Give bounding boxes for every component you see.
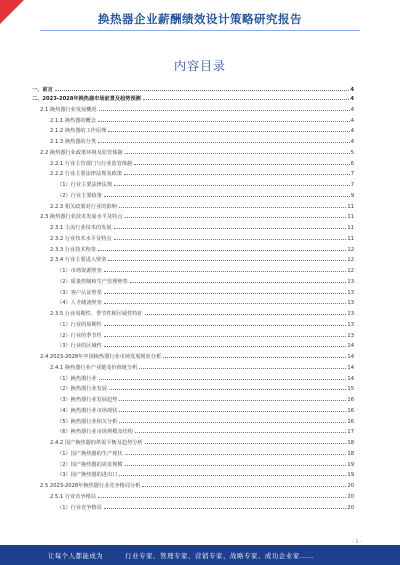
toc-entry-label: （1）行业的周期性 <box>32 321 103 328</box>
toc-entry[interactable] <box>32 339 354 350</box>
toc-entry-label: 2.2 换热器行业政策环境及监管体制 <box>32 149 124 156</box>
toc-entry-label: （1）行业竞争格局 <box>32 504 103 511</box>
toc-entry-page: 14 <box>347 354 354 360</box>
toc-entry-page: 19 <box>347 461 354 468</box>
toc-leader-dots <box>163 357 346 358</box>
toc-entry-label: 2.1.2 换热器的工作原理 <box>32 127 107 134</box>
toc-entry-label: （2）国产换热器的需求规模 <box>32 461 124 468</box>
toc-leader-dots <box>125 454 347 455</box>
toc-entry-page: 13 <box>347 332 354 339</box>
toc-entry-page: 14 <box>347 364 354 371</box>
toc-entry-label: （1）市场资源壁垒 <box>32 267 103 274</box>
toc-leader-dots <box>104 508 347 509</box>
toc-entry-page: 4 <box>350 96 354 102</box>
toc-leader-dots <box>108 260 346 261</box>
toc-entry[interactable] <box>32 296 354 307</box>
toc-leader-dots <box>104 325 347 326</box>
toc-entry-page: 4 <box>350 139 354 145</box>
toc-leader-dots <box>104 293 347 294</box>
toc-entry[interactable] <box>32 382 354 393</box>
toc-entry[interactable] <box>32 500 354 511</box>
toc-leader-dots <box>114 185 350 186</box>
toc-entry-label: 2.3.2 行业技术水平及特点 <box>32 235 113 242</box>
header-rule <box>40 30 360 31</box>
toc-entry[interactable] <box>32 188 354 199</box>
toc-leader-dots <box>99 379 347 380</box>
toc-entry-label: 2.4.2 国产换热器的供需平衡及趋势分析 <box>32 439 144 446</box>
toc-entry[interactable] <box>32 478 354 489</box>
toc-entry[interactable] <box>32 102 354 113</box>
toc-leader-dots <box>119 475 346 476</box>
toc-leader-dots <box>104 346 347 347</box>
toc-entry[interactable] <box>32 177 354 188</box>
toc-entry[interactable] <box>32 349 354 360</box>
toc-leader-dots <box>98 142 350 143</box>
toc-entry-page: 20 <box>347 504 354 511</box>
toc-entry-page: 13 <box>347 300 354 307</box>
toc-entry-label: （5）换热器行业相关分析 <box>32 418 118 425</box>
toc-entry[interactable] <box>32 134 354 145</box>
toc-entry-label: 2.3 换热器行业技术发展水平及特点 <box>32 213 124 220</box>
toc-entry-page: 6 <box>350 160 354 167</box>
toc-entry[interactable] <box>32 392 354 403</box>
toc-entry[interactable] <box>32 446 354 457</box>
toc-leader-dots <box>119 207 347 208</box>
toc-entry[interactable] <box>32 435 354 446</box>
toc-entry-page: 7 <box>350 171 354 178</box>
toc-entry[interactable] <box>32 274 354 285</box>
toc-entry-page: 19 <box>347 472 354 479</box>
toc-entry-page: 4 <box>350 106 354 113</box>
toc-leader-dots <box>119 422 346 423</box>
toc-entry[interactable] <box>32 145 354 156</box>
toc-entry-label: 2.3.4 行业主要进入壁垒 <box>32 256 107 263</box>
toc-leader-dots <box>104 303 347 304</box>
toc-leader-dots <box>134 164 349 165</box>
toc-entry-label: （3）客户认证壁垒 <box>32 289 103 296</box>
toc-entry-page: 13 <box>347 278 354 285</box>
toc-entry[interactable] <box>32 220 354 231</box>
toc-leader-dots <box>104 196 350 197</box>
toc-leader-dots <box>108 131 349 132</box>
toc-leader-dots <box>99 110 350 111</box>
toc-entry-label: （1）换热器行业 <box>32 375 98 382</box>
toc-entry-label: 二、2023-2028年换热器市场前景及趋势预测 <box>32 96 141 102</box>
toc-leader-dots <box>130 282 347 283</box>
toc-entry[interactable] <box>32 285 354 296</box>
toc-leader-dots <box>114 228 347 229</box>
toc-entry[interactable] <box>32 371 354 382</box>
toc-entry-label: 一、前言 <box>32 87 53 93</box>
toc-entry-page: 15 <box>347 386 354 393</box>
toc-entry[interactable] <box>32 199 354 210</box>
toc-entry-label: 2.2.2 行业主要法律法规及政策 <box>32 170 123 177</box>
toc-entry-label: （1）行业主要法律法规 <box>32 181 113 188</box>
toc-entry[interactable] <box>32 84 354 93</box>
toc-entry[interactable] <box>32 231 354 242</box>
toc-leader-dots <box>109 389 346 390</box>
footer-slogan-left: 让每个人都能成为 <box>48 551 104 560</box>
toc-leader-dots <box>125 153 350 154</box>
toc-entry-page: 11 <box>347 203 354 210</box>
toc-leader-dots <box>119 411 346 412</box>
toc-entry-label: （4）人才储备壁垒 <box>32 299 103 306</box>
toc-entry[interactable] <box>32 253 354 264</box>
toc-entry-label: （4）换热器行业市场现状 <box>32 407 118 414</box>
toc-leader-dots <box>114 239 347 240</box>
toc-entry[interactable] <box>32 93 354 102</box>
toc-entry-page: 14 <box>347 343 354 350</box>
toc-leader-dots <box>139 368 346 369</box>
toc-entry[interactable] <box>32 306 354 317</box>
toc-entry[interactable] <box>32 242 354 253</box>
toc-entry-label: 2.4.1 换热器行业产业链及价值链分析 <box>32 364 138 371</box>
toc-leader-dots <box>98 250 346 251</box>
toc-leader-dots <box>104 336 347 337</box>
toc-heading: 内容目录 <box>173 59 226 73</box>
toc-entry-page: 12 <box>347 257 354 264</box>
toc-entry[interactable] <box>32 210 354 221</box>
footer-slogan-right: 行业专家、管理专家、营销专家、战略专家、成功企业家…… <box>125 551 314 560</box>
toc-entry-label: 2.3.1 主流行业技术的发展 <box>32 224 113 231</box>
toc-entry-label: 2.1.3 换热器的分类 <box>32 138 97 145</box>
toc-entry-page: 4 <box>350 117 354 124</box>
toc-leader-dots <box>104 271 347 272</box>
toc-leader-dots <box>55 90 350 91</box>
toc-entry-label: 2.5 2023-2028年换热器行业竞争格局分析 <box>32 482 141 489</box>
toc-entry[interactable] <box>32 156 354 167</box>
toc-entry[interactable] <box>32 403 354 414</box>
toc-leader-dots <box>143 99 350 100</box>
toc-entry-label: 2.1 换热器行业发展概况 <box>32 106 98 113</box>
page-header <box>0 0 400 36</box>
toc-entry-page: 13 <box>347 289 354 296</box>
toc-entry[interactable] <box>32 263 354 274</box>
toc-entry-label: （3）行业的区域性 <box>32 342 103 349</box>
toc-entry-label: （2）行业的季节性 <box>32 332 103 339</box>
toc-leader-dots <box>98 121 350 122</box>
toc-entry[interactable] <box>32 414 354 425</box>
toc-entry-label: 2.3.5 行业周期性、季节性和区域性特征 <box>32 310 144 317</box>
toc-entry-page: 16 <box>347 418 354 425</box>
toc-entry-page: 7 <box>350 182 354 188</box>
toc-entry-label: （6）换热器行业市场规模及结构 <box>32 428 134 435</box>
toc-entry-label: （2）行业主要政策 <box>32 192 103 199</box>
toc-entry-page: 12 <box>347 246 354 253</box>
toc-leader-dots <box>135 432 346 433</box>
toc-leader-dots <box>125 217 347 218</box>
page-number: - 1 - <box>352 539 362 545</box>
toc-entry-page: 4 <box>350 87 354 93</box>
toc-leader-dots <box>125 465 347 466</box>
report-title: 换热器企业薪酬绩效设计策略研究报告 <box>98 12 302 26</box>
toc-entry-label: （2）质量控制和生产管理壁垒 <box>32 278 129 285</box>
toc-entry[interactable] <box>32 360 354 371</box>
toc-entry-page: 4 <box>350 128 354 135</box>
toc-entry-label: （3）国产换热器的进出口 <box>32 471 118 478</box>
toc-entry-label: 2.2.3 相关政策对行业的影响 <box>32 203 118 210</box>
toc-entry-label: 2.4 2023-2028年中国换热器行业市场发展现状分析 <box>32 353 162 360</box>
toc-entry[interactable] <box>32 489 354 500</box>
table-of-contents <box>32 84 354 511</box>
toc-entry-page: 11 <box>347 225 354 231</box>
toc-entry-page: 11 <box>347 214 354 221</box>
toc-entry-page: 12 <box>347 268 354 274</box>
toc-leader-dots <box>119 400 346 401</box>
toc-leader-dots <box>98 497 346 498</box>
toc-entry-page: 13 <box>347 311 354 317</box>
toc-entry-page: 20 <box>347 493 354 500</box>
toc-entry[interactable] <box>32 468 354 479</box>
toc-entry-page: 13 <box>347 321 354 328</box>
toc-entry-page: 18 <box>347 440 354 446</box>
toc-entry-label: （2）换热器行业发展 <box>32 385 108 392</box>
toc-entry[interactable] <box>32 113 354 124</box>
toc-entry-label: 2.3.3 行业技术壁垒 <box>32 246 97 253</box>
toc-leader-dots <box>124 174 350 175</box>
toc-entry-page: 16 <box>347 397 354 403</box>
toc-entry-page: 18 <box>347 450 354 457</box>
toc-entry-label: 2.5.1 行业竞争格局 <box>32 493 97 500</box>
toc-entry-page: 17 <box>347 429 354 436</box>
toc-entry[interactable] <box>32 457 354 468</box>
toc-leader-dots <box>145 443 347 444</box>
toc-leader-dots <box>145 314 347 315</box>
toc-entry-label: （1）国产换热器的生产现状 <box>32 450 124 457</box>
toc-entry-page: 9 <box>350 192 354 199</box>
toc-entry-page: 14 <box>347 375 354 382</box>
toc-entry-label: （3）换热器行业发展趋势 <box>32 396 118 403</box>
toc-entry[interactable] <box>32 124 354 135</box>
page-footer <box>0 545 400 565</box>
toc-entry[interactable] <box>32 167 354 178</box>
toc-entry-page: 16 <box>347 407 354 414</box>
toc-entry[interactable] <box>32 328 354 339</box>
toc-entry-label: 2.1.1 换热器的概念 <box>32 117 97 124</box>
toc-entry[interactable] <box>32 425 354 436</box>
toc-entry-label: 2.2.1 行业主管部门与行业监管体制 <box>32 160 133 167</box>
toc-leader-dots <box>142 486 346 487</box>
toc-entry-page: 11 <box>347 235 354 242</box>
toc-entry-page: 5 <box>350 149 354 156</box>
toc-entry-page: 20 <box>347 483 354 489</box>
toc-entry[interactable] <box>32 317 354 328</box>
